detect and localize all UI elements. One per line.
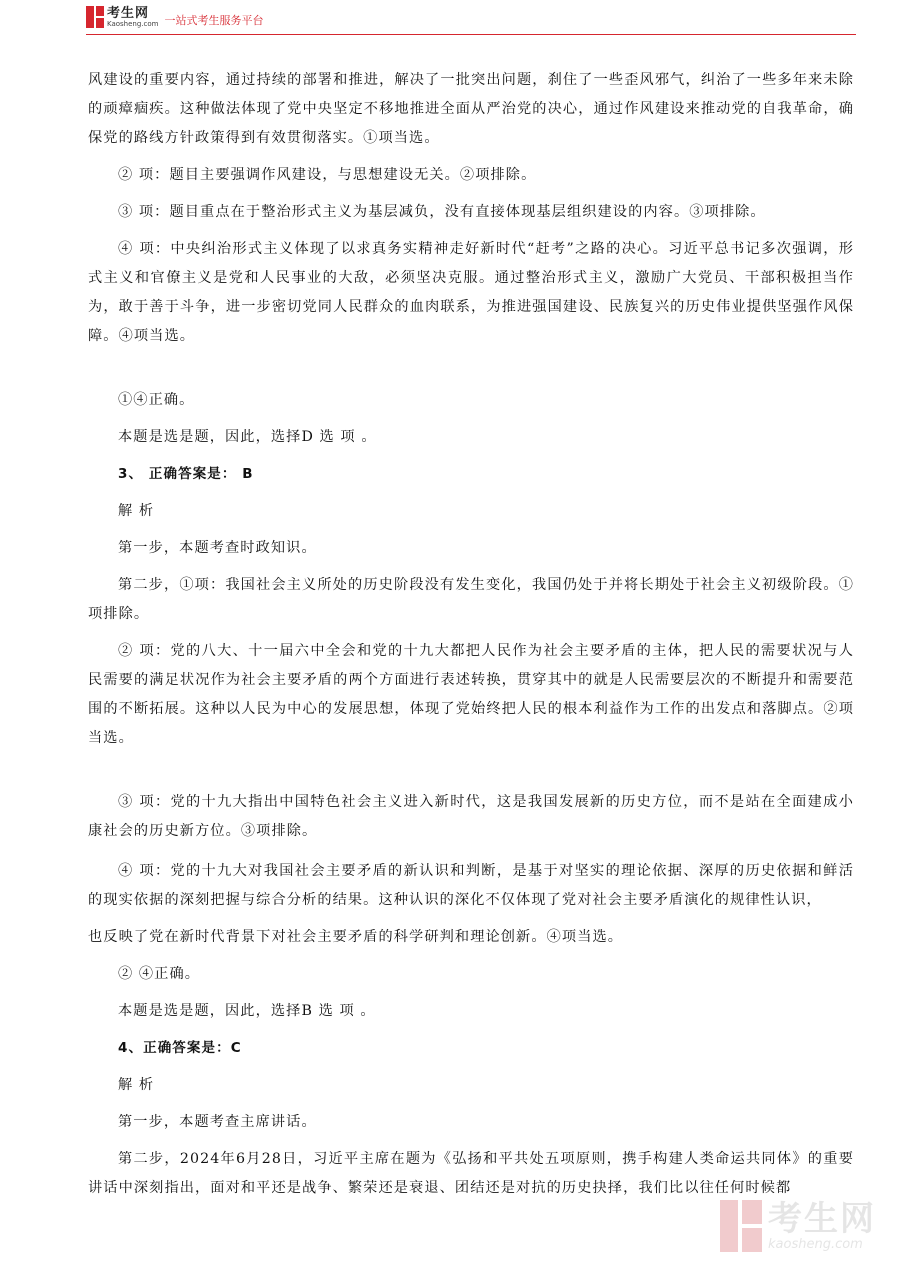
analysis-heading: 解 析 (118, 503, 155, 519)
watermark-logo (720, 1200, 876, 1252)
option-4-analysis-q3: ④ 项：党的十九大对我国社会主要矛盾的新认识和判断，是基于对坚实的理论依据、深厚的历史依据和鲜活的现实依据的深刻把握与综合分析的结果。这种认识的深化不仅体现了党对社会主要矛盾演化的规律性认识， (88, 863, 854, 908)
correct-combination: ①④正确。 (118, 392, 195, 408)
answer-conclusion-q3: 本题是选是题，因此，选择B 选 项 。 (118, 1003, 376, 1019)
document-body (88, 66, 854, 1203)
answer-conclusion: 本题是选是题，因此，选择D 选 项 。 (118, 429, 377, 445)
option-4-analysis-q3-cont: 也反映了党在新时代背景下对社会主要矛盾的科学研判和理论创新。④项当选。 (88, 929, 624, 945)
question-3-answer: 3、 正确答案是： B (118, 466, 254, 482)
logo-icon (86, 6, 104, 28)
watermark-domain: kaosheng.com (768, 1236, 863, 1252)
step-one-q4: 第一步，本题考查主席讲话。 (118, 1114, 317, 1130)
step-two-option-1: 第二步，①项：我国社会主义所处的历史阶段没有发生变化，我国仍处于并将长期处于社会主义初级阶段。①项排除。 (88, 577, 854, 622)
option-2-analysis: ② 项：题目主要强调作风建设，与思想建设无关。②项排除。 (118, 167, 537, 183)
option-4-analysis: ④ 项：中央纠治形式主义体现了以求真务实精神走好新时代“赶考”之路的决心。习近平总书记多次强调，形式主义和官僚主义是党和人民事业的大敌，必须坚决克服。通过整治形式主义，激励广大党员、干部积极担当作为，敢于善于斗争，进一步密切党同人民群众的血肉联系，为推进强国建设、民族复兴的历史伟业提供坚强作风保障。④项当选。 (88, 241, 854, 344)
option-2-analysis-q3: ② 项：党的八大、十一届六中全会和党的十九大都把人民作为社会主要矛盾的主体，把人民的需要状况与人民需要的满足状况作为社会主要矛盾的两个方面进行表述转换，贯穿其中的就是人民需要层次的不断提升和需要范围的不断拓展。这种以人民为中心的发展思想，体现了党始终把人民的根本利益作为工作的出发点和落脚点。②项当选。 (88, 643, 854, 746)
option-3-analysis: ③ 项：题目重点在于整治形式主义为基层减负，没有直接体现基层组织建设的内容。③项排除。 (118, 204, 766, 220)
question-4-answer: 4、正确答案是：C (118, 1040, 242, 1056)
watermark-icon (720, 1200, 762, 1252)
header-divider (86, 34, 856, 35)
analysis-heading-q4: 解 析 (118, 1077, 155, 1093)
page-header (0, 0, 900, 40)
watermark-name: 考生网 (768, 1198, 876, 1239)
step-one: 第一步，本题考查时政知识。 (118, 540, 317, 556)
site-logo[interactable] (86, 6, 264, 28)
step-two-q4: 第二步，2024年6月28日，习近平主席在题为《弘扬和平共处五项原则，携手构建人类命运共同体》的重要讲话中深刻指出，面对和平还是战争、繁荣还是衰退、团结还是对抗的历史抉择，我们比以往任何时候都 (88, 1151, 854, 1196)
logo-slogan: 一站式考生服务平台 (164, 14, 264, 27)
correct-combination-q3: ② ④正确。 (118, 966, 201, 982)
option-3-analysis-q3: ③ 项：党的十九大指出中国特色社会主义进入新时代，这是我国发展新的历史方位，而不是站在全面建成小康社会的历史新方位。③项排除。 (88, 794, 854, 839)
logo-name: 考生网 (107, 5, 150, 21)
paragraph-continuation: 风建设的重要内容，通过持续的部署和推进，解决了一批突出问题，刹住了一些歪风邪气，纠治了一些多年来未除的顽瘴痼疾。这种做法体现了党中央坚定不移地推进全面从严治党的决心，通过作风建设来推动党的自我革命，确保党的路线方针政策得到有效贯彻落实。①项当选。 (88, 72, 854, 146)
logo-domain: Kaosheng.com (107, 19, 159, 28)
